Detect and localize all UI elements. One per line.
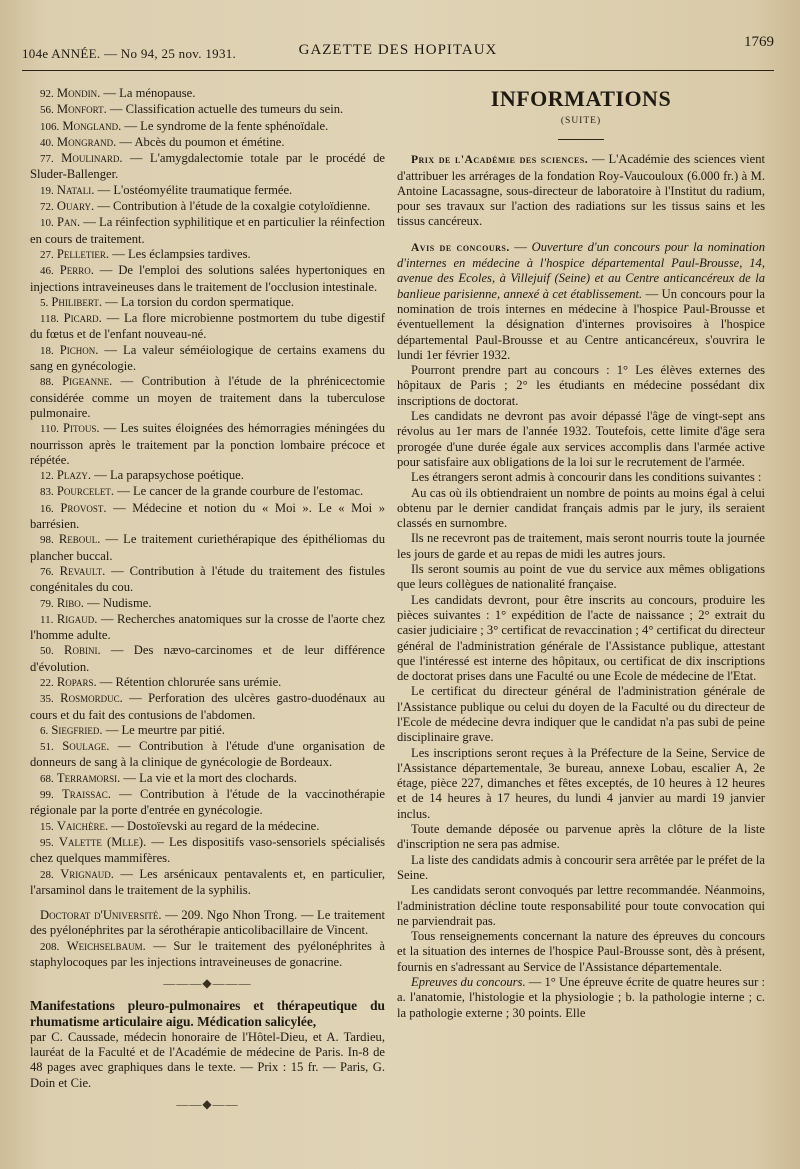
- page-header: [22, 30, 774, 71]
- entry-number: 16.: [40, 502, 54, 515]
- entry-author: Pelletier.: [56, 246, 110, 261]
- info-paragraph: Les étrangers seront admis à concourir dans les conditions suivantes :: [411, 470, 762, 485]
- thesis-entry: [30, 102, 385, 118]
- thesis-entry: [30, 564, 385, 596]
- entry-author: Vrignaud.: [60, 866, 114, 881]
- doctorat-text: — 209. Ngo Nhon Trong. — Le traitement des pyélonéphrites par la sérothérapie anticolibacillaire de Vincent.: [30, 908, 385, 938]
- entry-number: 98.: [40, 534, 54, 547]
- prix-label: Prix de l'Académie des sciences.: [411, 154, 589, 167]
- thesis-entry: [30, 199, 385, 215]
- entry-number: 118.: [40, 313, 59, 326]
- thesis-entry: [30, 723, 385, 739]
- entry-number: 88.: [40, 376, 54, 389]
- thesis-list: [30, 86, 385, 898]
- entry-title: — Contribution à l'étude du traitement des fistules congénitales du cou.: [30, 563, 385, 595]
- entry-author: Robini.: [64, 643, 101, 658]
- thesis-entry: [30, 596, 385, 612]
- entry-number: 72.: [40, 201, 54, 214]
- entry-author: Pitous.: [62, 421, 100, 436]
- entry-title: — Dostoïevski au regard de la médecine.: [108, 818, 320, 833]
- entry-author: Rigaud.: [56, 611, 98, 626]
- issue-info: 104e ANNÉE. — No 94, 25 nov. 1931.: [22, 46, 237, 61]
- info-paragraph: Le certificat du directeur général de l'administration générale de l'Assistance publique ou celui du doyen de la Faculté ou du directeur de l'Ecole de médecine devra indiquer que le candidat n'a pas subi de peine disciplinaire grave.: [397, 684, 765, 745]
- thesis-entry: [30, 819, 385, 835]
- entry-title: — Le syndrome de la fente sphénoïdale.: [121, 118, 329, 133]
- info-paragraph: Les candidats devront, pour être inscrits au concours, produire les pièces suivantes : 1° expédition de l'acte de naissance ; 2° extrait du casier judiciaire ; 3° certificat de revaccination ; 4° certificat du directeur général de l'administration générale de l'Assistance publique, attestant que l'intéressé est interne des hôpitaux, ou certificat de dix inscriptions de doctorat prises dans une Faculté ou une Ecole de médecine de l'Etat.: [397, 592, 765, 684]
- entry-title: — Abcès du poumon et émétine.: [116, 134, 285, 149]
- thesis-entry: [30, 295, 385, 311]
- entry-title: — Perforation des ulcères gastro-duodénaux au cours et du fait des contusions de l'abdomen.: [30, 691, 386, 722]
- entry-number: 77.: [40, 153, 54, 166]
- entry-title: — Rétention chlorurée sans urémie.: [96, 674, 282, 689]
- thesis-entry: [30, 343, 385, 375]
- entry-author: Weichselbaum.: [66, 938, 146, 953]
- entry-number: 79.: [40, 597, 54, 610]
- avis-details: [397, 363, 765, 975]
- title-rule: [558, 139, 604, 140]
- entry-author: Perro.: [59, 263, 94, 278]
- entry-title: — Contribution à l'étude de la vaccinothérapie régionale par la porte d'entrée en gynécologie.: [30, 787, 385, 818]
- thesis-entry: [30, 311, 385, 343]
- entry-number: 11.: [40, 613, 54, 626]
- entry-author: Ribo.: [56, 595, 84, 610]
- epreuves-label: Epreuves du concours.: [411, 975, 526, 990]
- entry-number: 76.: [40, 565, 54, 578]
- thesis-entry: [30, 374, 385, 421]
- entry-number: 110.: [40, 423, 59, 436]
- entry-title: — La réinfection syphilitique et en particulier la réinfection en cours de traitement.: [30, 215, 385, 246]
- prix-paragraph: [397, 152, 765, 229]
- entry-title: — De l'emploi des solutions salées hypertoniques en injections intraveineuses dans le traitement de l'occlusion intestinale.: [30, 263, 385, 294]
- entry-author: Siegfried.: [51, 722, 103, 737]
- thesis-entry: [30, 215, 385, 247]
- entry-author: Pichon.: [59, 342, 99, 357]
- entry-author: Rosmorduc.: [60, 691, 123, 706]
- entry-author: Traissac.: [62, 787, 111, 802]
- entry-author: Revault.: [59, 563, 106, 578]
- book-description: par C. Caussade, médecin honoraire de l'Hôtel-Dieu, et A. Tardieu, lauréat de la Faculté et de l'Académie de médecine de Paris. In-8 de 48 pages avec graphiques dans le texte. — Prix : 15 fr. — Paris, G. Doin et Cie.: [30, 1029, 385, 1090]
- entry-author: Ropars.: [56, 674, 97, 689]
- entry-author: Mongland.: [62, 118, 122, 133]
- entry-number: 99.: [40, 789, 54, 802]
- info-paragraph: Toute demande déposée ou parvenue après la clôture de la liste d'inscription ne sera pas admise.: [397, 822, 765, 852]
- entry-number: 22.: [40, 676, 54, 689]
- entry-number: 35.: [40, 693, 54, 706]
- entry-title: — La flore microbienne postmortem du tube digestif du fœtus et de l'enfant nouveau-né.: [30, 311, 386, 342]
- entry-number: 51.: [40, 741, 54, 754]
- entry-author: Pourcelet.: [56, 484, 115, 499]
- entry-author: Pigeanne.: [62, 374, 113, 389]
- thesis-entry: [30, 532, 385, 564]
- thesis-entry: [30, 835, 385, 867]
- doctorat-label: Doctorat d'Université.: [40, 908, 162, 923]
- entry-title: — Classification actuelle des tumeurs du sein.: [106, 102, 344, 117]
- entry-title: — La vie et la mort des clochards.: [120, 770, 297, 785]
- thesis-entry: [30, 119, 385, 135]
- entry-title: — Médecine et notion du « Moi ». Le « Moi » barrésien.: [30, 500, 386, 532]
- info-paragraph: Pourront prendre part au concours : 1° Les élèves externes des hôpitaux de Paris ; 2° les étudiants en médecine possédant dix inscriptions de doctorat.: [397, 363, 765, 408]
- entry-title: — Recherches anatomiques sur la crosse de l'aorte chez l'homme adulte.: [30, 611, 385, 643]
- entry-number: 83.: [40, 486, 54, 499]
- entry-number: 56.: [40, 104, 54, 117]
- entry-author: Vaichère.: [56, 818, 109, 833]
- info-paragraph: La liste des candidats admis à concourir sera arrêtée par le préfet de la Seine.: [397, 852, 765, 882]
- entry-title: — Les dispositifs vaso-sensoriels spécialisés chez quelques mammifères.: [30, 834, 385, 866]
- thesis-entry: [30, 135, 385, 151]
- entry-title: — Le cancer de la grande courbure de l'estomac.: [114, 484, 364, 499]
- entry-number: 106.: [40, 120, 60, 133]
- entry-title: — La valeur séméiologique de certains examens du sang en gynécologie.: [30, 342, 385, 374]
- entry-number: 46.: [40, 265, 54, 278]
- entry-number: 28.: [40, 868, 54, 881]
- section-separator: ———◆———: [163, 976, 252, 991]
- thesis-entry: [30, 612, 385, 644]
- section-subtitle: (SUITE): [560, 116, 602, 126]
- entry-author: Ouary.: [56, 199, 95, 214]
- avis-paragraph: Avis de concours. — Ouverture d'un concours pour la nomination d'internes en médecine à l'hospice départemental Paul-Brousse, 14, avenue des Ecoles, à Villejuif (Seine) et au Centre anticancéreux de la banlieue parisienne, annexé à cet établissement. — Un concours pour la nomination de trois internes en médecine à l'hospice Paul-Brousse et éventuellement la désignation d'internes provisoires à l'hospice départemental Paul-Brousse et au Centre anticancéreux, s'ouvrira le lundi 1er février 1932.: [397, 239, 766, 362]
- entry-title: — Contribution à l'étude de la coxalgie cotyloïdienne.: [94, 199, 371, 214]
- page-number: 1769: [744, 34, 774, 50]
- thesis-entry: [30, 787, 385, 819]
- avis-text: — Un concours pour la nomination de trois internes en médecine à l'hospice Paul-Brousse et éventuellement la désignation d'internes provisoires à l'hospice départemental Paul-Brousse et au Centre anticancéreux, s'ouvrira le lundi 1er février 1932.: [397, 286, 765, 362]
- entry-number: 19.: [40, 184, 54, 197]
- journal-title: GAZETTE DES HOPITAUX: [298, 42, 498, 58]
- info-paragraph: Ils ne recevront pas de traitement, mais seront nourris toute la journée les jours de garde et au repas de midi les autres jours.: [397, 531, 765, 561]
- thesis-entry: [30, 484, 385, 500]
- left-column: [30, 86, 385, 1118]
- info-paragraph: Au cas où ils obtiendraient un nombre de points au moins égal à celui obtenu par le dernier candidat français admis par le jury, ils seraient classés en surnombre.: [397, 485, 765, 531]
- entry-number: 40.: [40, 136, 54, 149]
- entry-number: 5.: [40, 296, 49, 309]
- entry-number: 6.: [40, 724, 49, 737]
- info-paragraph: Ils seront soumis au point de vue du service aux mêmes obligations que leurs collègues de nationalité française.: [397, 562, 765, 592]
- thesis-entry: [30, 867, 385, 899]
- thesis-entry: [30, 421, 385, 468]
- entry-title: — La ménopause.: [100, 86, 196, 100]
- entry-title: — Des nævo-carcinomes et de leur différence d'évolution.: [30, 643, 385, 674]
- entry-author: Monfort.: [56, 102, 107, 117]
- thesis-entry: [30, 739, 385, 771]
- thesis-entry: [30, 263, 385, 295]
- thesis-entry: [30, 151, 385, 183]
- entry-title: — L'ostéomyélite traumatique fermée.: [94, 182, 293, 197]
- entry-title: — Le traitement curiethérapique des épithéliomas du plancher buccal.: [30, 532, 385, 563]
- entry-number: 15.: [40, 820, 54, 833]
- entry-number: 12.: [40, 470, 54, 483]
- entry-title: — Le meurtre par pitié.: [102, 722, 225, 737]
- entry-author: Pan.: [56, 215, 81, 230]
- entry-author: Valette (Mlle).: [58, 834, 147, 849]
- entry-number: 92.: [40, 88, 54, 100]
- entry-author: Natali.: [56, 182, 95, 197]
- entry-number: 68.: [40, 772, 54, 785]
- info-paragraph: Les candidats ne devront pas avoir dépassé l'âge de vingt-sept ans révolus au 1er mars de l'année 1932. Toutefois, cette limite d'âge sera prorogée d'une durée égale aux services accomplis dans l'armée active pour satisfaire aux obligations de la loi sur le recrutement de l'armée.: [397, 409, 765, 469]
- entry-author: Provost.: [60, 500, 107, 515]
- entry-title: — Contribution à l'étude d'une organisation de donneurs de sang à la clinique de gynécologie de Bordeaux.: [30, 739, 385, 770]
- entry-number: 27.: [40, 248, 54, 261]
- doctorat-entry-2: [30, 939, 385, 971]
- entry-author: Mongrand.: [56, 134, 117, 149]
- entry-number: 18.: [40, 344, 54, 357]
- entry-author: Philibert.: [51, 294, 103, 309]
- entry-title: — La parapsychose poétique.: [91, 468, 244, 483]
- entry-number: 208.: [40, 940, 60, 953]
- entry-title: — Nudisme.: [83, 595, 152, 610]
- entry-author: Terramorsi.: [56, 770, 121, 785]
- entry-title: — Les suites éloignées des hémorragies méningées du nourrisson après le traitement par la ponction lombaire précoce et répétée.: [30, 421, 385, 467]
- doctorat-entry: [30, 908, 385, 939]
- info-paragraph: Les inscriptions seront reçues à la Préfecture de la Seine, Service de l'Assistance départementale, 3e bureau, annexe Lobau, escalier A, 2e étage, pièce 227, dimanches et fêtes exceptés, de 10 heures à 12 heures et de 14 heures à 17 heures, du lundi 4 janvier au mardi 19 janvier inclus.: [397, 745, 765, 821]
- entry-author: Plazy.: [56, 468, 92, 483]
- book-title: Manifestations pleuro-pulmonaires et thérapeutique du rhumatisme articulaire aigu. Médication salicylée,: [30, 997, 385, 1029]
- entry-title: — La torsion du cordon spermatique.: [102, 294, 295, 309]
- epreuves-text: — 1° Une épreuve écrite de quatre heures sur : a. l'anatomie, l'histologie et la physiologie ; b. la pathologie interne ; c. la pathologie externe ; 30 points. Elle: [397, 975, 765, 1020]
- thesis-entry: [30, 247, 385, 263]
- entry-number: 10.: [40, 217, 54, 230]
- thesis-entry: [30, 691, 385, 723]
- section-title: INFORMATIONS: [490, 86, 672, 111]
- entry-number: 95.: [40, 836, 54, 849]
- entry-author: Moulinard.: [61, 151, 123, 166]
- entry-title: — Contribution à l'étude de la phrénicectomie considérée comme un moyen de traitement dans la tuberculose pulmonaire.: [30, 374, 386, 420]
- thesis-entry: [30, 675, 385, 691]
- thesis-entry: [30, 643, 385, 675]
- info-paragraph: Les candidats seront convoqués par lettre recommandée. Néanmoins, l'administration décline toute responsabilité pour toute convocation qui ne parviendrait pas.: [397, 883, 765, 928]
- thesis-entry: [30, 86, 385, 102]
- thesis-entry: [30, 183, 385, 199]
- thesis-entry: [30, 771, 385, 787]
- entry-title: — Les éclampsies tardives.: [109, 246, 251, 261]
- entry-author: Mondin.: [56, 86, 101, 100]
- right-column: [397, 86, 765, 1021]
- entry-title: — Sur le traitement des pyélonéphrites à staphylocoques par les injections intraveineuses de gonacrine.: [30, 938, 385, 970]
- entry-number: 50.: [40, 645, 54, 658]
- entry-title: — L'amygdalectomie totale par le procédé de Sluder-Ballenger.: [30, 151, 385, 182]
- thesis-entry: [30, 468, 385, 484]
- epreuves-paragraph: [397, 975, 765, 1021]
- entry-author: Soulage.: [62, 739, 110, 754]
- avis-label: Avis de concours.: [411, 241, 510, 254]
- avis-italic: Ouverture d'un concours pour la nomination d'internes en médecine à l'hospice départemental Paul-Brousse, 14, avenue des Ecoles, à Villejuif (Seine) et au Centre anticancéreux de la banlieue parisienne, annexé à cet établissement.: [397, 239, 766, 301]
- entry-author: Reboul.: [58, 532, 101, 547]
- prix-text: — L'Académie des sciences vient d'attribuer les arrérages de la fondation Roy-Vaucouloux (6.000 fr.) à M. Antoine Lacassagne, sous-directeur de laboratoire à l'Institut du radium, pour ses travaux sur l'action des radiations sur les tissus sains et les tissus cancéreux.: [397, 152, 765, 229]
- info-paragraph: Tous renseignements concernant la nature des épreuves du concours et la situation des internes de l'hospice Paul-Brousse sont, dès à présent, fournis en s'adressant au Service de l'Assistance départementale.: [397, 929, 765, 974]
- section-separator-2: ——◆——: [176, 1096, 239, 1111]
- thesis-entry: [30, 501, 385, 533]
- entry-author: Picard.: [63, 311, 102, 326]
- entry-title: — Les arsénicaux pentavalents et, en particulier, l'arsaminol dans le traitement de la syphilis.: [30, 866, 385, 897]
